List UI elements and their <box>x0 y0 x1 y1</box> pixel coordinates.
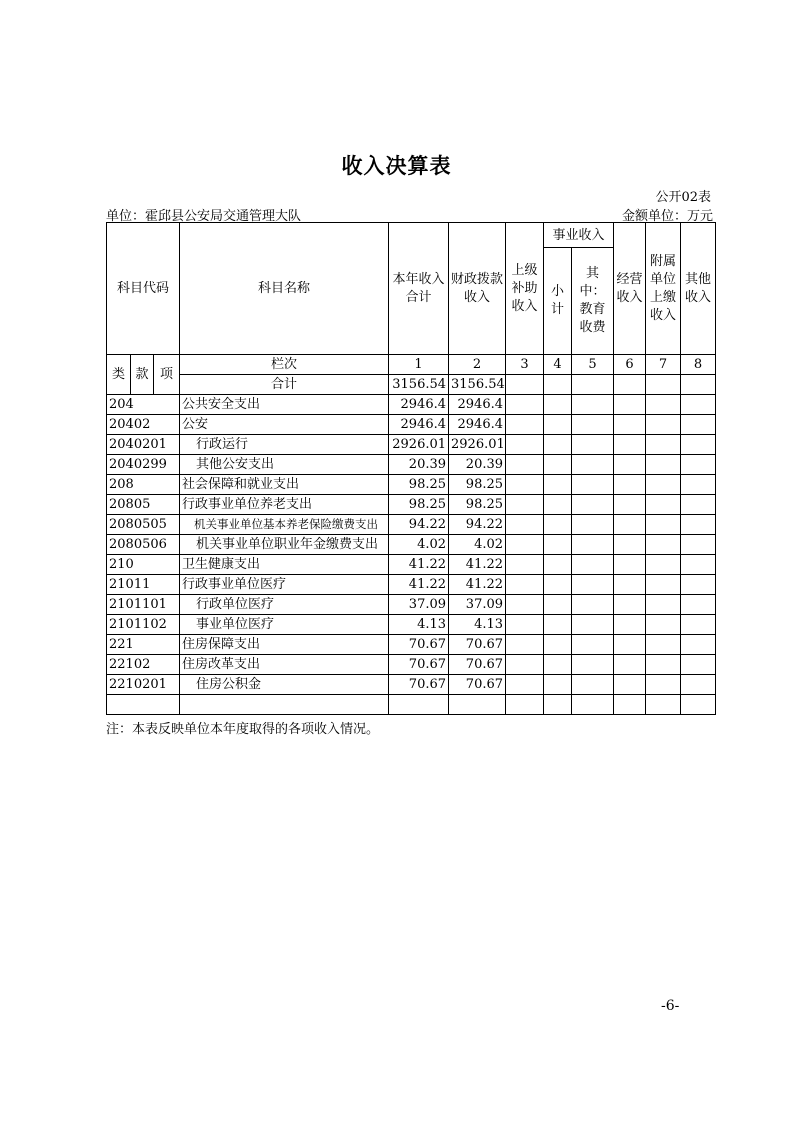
table-row <box>107 555 716 575</box>
table-row <box>107 415 716 435</box>
row-fiscal: 70.67 <box>449 655 506 675</box>
col-num: 3 <box>506 355 544 375</box>
row-code: 2040299 <box>107 455 180 475</box>
row-name: 卫生健康支出 <box>180 555 389 575</box>
col-num: 5 <box>572 355 614 375</box>
table-row <box>107 535 716 555</box>
row-fiscal: 70.67 <box>449 635 506 655</box>
row-total: 70.67 <box>389 655 449 675</box>
income-table <box>106 222 716 715</box>
table-row <box>107 675 716 695</box>
row-total: 37.09 <box>389 595 449 615</box>
form-number: 公开02表 <box>655 190 711 205</box>
row-code: 21011 <box>107 575 180 595</box>
row-code: 204 <box>107 395 180 415</box>
row-total: 2926.01 <box>389 435 449 455</box>
page-title: 收入决算表 <box>341 154 452 178</box>
row-name: 行政单位医疗 <box>180 595 389 615</box>
header-other-income: 其他收入 <box>681 223 716 355</box>
row-name: 事业单位医疗 <box>180 615 389 635</box>
row-code: 2040201 <box>107 435 180 455</box>
row-code: 210 <box>107 555 180 575</box>
row-code: 2080505 <box>107 515 180 535</box>
header-subject-name: 科目名称 <box>180 223 389 355</box>
header-affiliated-income: 附属单位上缴收入 <box>646 223 681 355</box>
unit-label: 单位：霍邱县公安局交通管理大队 <box>106 209 302 224</box>
row-code: 2210201 <box>107 675 180 695</box>
row-total: 4.13 <box>389 615 449 635</box>
row-code: 20805 <box>107 495 180 515</box>
row-fiscal: 41.22 <box>449 555 506 575</box>
row-name: 住房保障支出 <box>180 635 389 655</box>
col-num: 2 <box>449 355 506 375</box>
row-code: 20402 <box>107 415 180 435</box>
row-total: 4.02 <box>389 535 449 555</box>
header-upper-subsidy: 上级补助收入 <box>506 223 544 355</box>
header-business-income: 事业收入 <box>544 223 614 248</box>
header-lei: 类 <box>107 355 131 395</box>
table-row <box>107 615 716 635</box>
header-kuan: 款 <box>131 355 154 395</box>
total-row-label: 合计 <box>180 375 389 395</box>
row-fiscal: 2926.01 <box>449 435 506 455</box>
row-name: 公安 <box>180 415 389 435</box>
col-num: 8 <box>681 355 716 375</box>
row-name: 行政事业单位养老支出 <box>180 495 389 515</box>
row-fiscal: 41.22 <box>449 575 506 595</box>
header-subtotal: 小计 <box>544 248 572 355</box>
row-name: 行政事业单位医疗 <box>180 575 389 595</box>
row-name: 机关事业单位职业年金缴费支出 <box>180 535 389 555</box>
col-num: 7 <box>646 355 681 375</box>
row-total: 20.39 <box>389 455 449 475</box>
row-total: 70.67 <box>389 675 449 695</box>
row-code: 208 <box>107 475 180 495</box>
row-name: 社会保障和就业支出 <box>180 475 389 495</box>
header-subject-code: 科目代码 <box>107 223 180 355</box>
row-name: 公共安全支出 <box>180 395 389 415</box>
row-name: 其他公安支出 <box>180 455 389 475</box>
row-name: 住房公积金 <box>180 675 389 695</box>
header-xiang: 项 <box>154 355 180 395</box>
row-fiscal: 20.39 <box>449 455 506 475</box>
page-number: -6- <box>661 998 680 1014</box>
row-code: 2101102 <box>107 615 180 635</box>
total-row-fiscal: 3156.54 <box>449 375 506 395</box>
row-fiscal: 94.22 <box>449 515 506 535</box>
table-row <box>107 395 716 415</box>
row-total: 98.25 <box>389 495 449 515</box>
row-fiscal: 4.13 <box>449 615 506 635</box>
row-code: 221 <box>107 635 180 655</box>
row-fiscal: 70.67 <box>449 675 506 695</box>
table-row <box>107 655 716 675</box>
header-fiscal-income: 财政拨款收入 <box>449 223 506 355</box>
row-total: 2946.4 <box>389 395 449 415</box>
table-row <box>107 435 716 455</box>
row-fiscal: 98.25 <box>449 475 506 495</box>
row-total: 98.25 <box>389 475 449 495</box>
row-fiscal: 2946.4 <box>449 415 506 435</box>
table-row <box>107 475 716 495</box>
row-fiscal: 2946.4 <box>449 395 506 415</box>
column-label: 栏次 <box>180 355 389 375</box>
table-row <box>107 455 716 475</box>
header-edu-fee: 其中：教育收费 <box>572 248 614 355</box>
row-code: 2101101 <box>107 595 180 615</box>
header-operating-income: 经营收入 <box>614 223 646 355</box>
footnote: 注：本表反映单位本年度取得的各项收入情况。 <box>106 722 380 737</box>
row-fiscal: 37.09 <box>449 595 506 615</box>
table-row <box>107 595 716 615</box>
table-row <box>107 575 716 595</box>
row-code: 22102 <box>107 655 180 675</box>
table-row <box>107 635 716 655</box>
row-code: 2080506 <box>107 535 180 555</box>
row-total: 41.22 <box>389 575 449 595</box>
table-body <box>107 395 716 715</box>
header-total-income: 本年收入合计 <box>389 223 449 355</box>
row-name: 住房改革支出 <box>180 655 389 675</box>
row-total: 2946.4 <box>389 415 449 435</box>
col-num: 6 <box>614 355 646 375</box>
row-fiscal: 98.25 <box>449 495 506 515</box>
row-total: 70.67 <box>389 635 449 655</box>
row-name: 机关事业单位基本养老保险缴费支出 <box>180 515 389 535</box>
row-name: 行政运行 <box>180 435 389 455</box>
table-row <box>107 495 716 515</box>
amount-unit-label: 金额单位：万元 <box>621 209 713 224</box>
empty-row <box>107 695 716 715</box>
table-row <box>107 515 716 535</box>
col-num: 1 <box>389 355 449 375</box>
row-total: 41.22 <box>389 555 449 575</box>
total-row-total: 3156.54 <box>389 375 449 395</box>
row-fiscal: 4.02 <box>449 535 506 555</box>
row-total: 94.22 <box>389 515 449 535</box>
col-num: 4 <box>544 355 572 375</box>
